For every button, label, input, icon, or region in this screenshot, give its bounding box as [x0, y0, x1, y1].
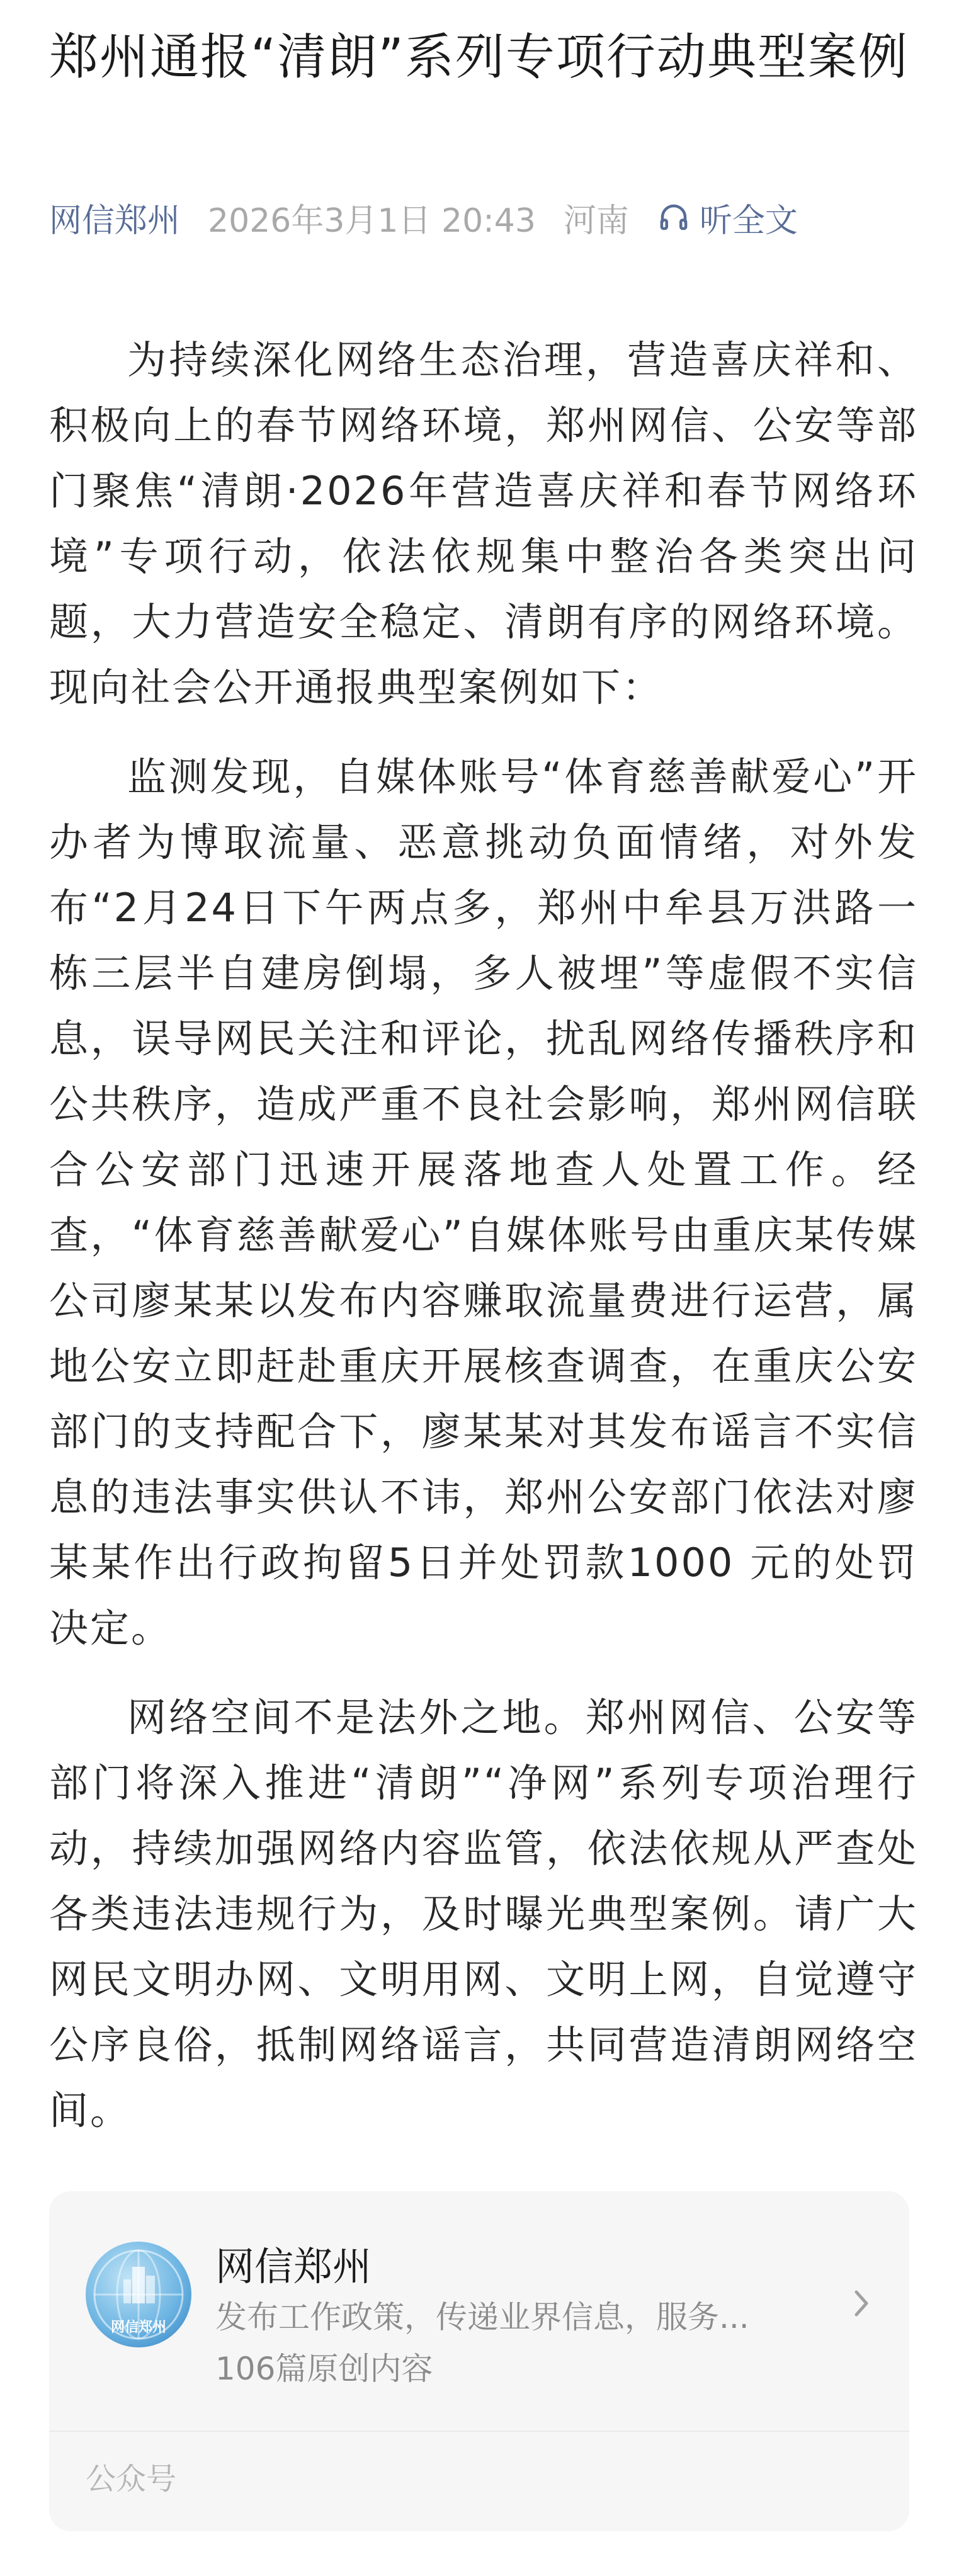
article-body: [49, 327, 918, 2167]
account-description: 发布工作政策，传递业界信息，服务...: [215, 2299, 749, 2335]
account-type-label: 公众号: [86, 2461, 177, 2497]
account-avatar: [86, 2242, 191, 2347]
listen-label: 听全文: [699, 201, 798, 240]
article-paragraph: 网络空间不是法外之地。郑州网信、公安等部门将深入推进“清朗”“净网”系列专项治理行动，持续加强网络内容监管，依法依规从严查处各类违法违规行为，及时曝光典型案例。请广大网民文明办网、文明用网、文明上网，自觉遵守公序良俗，抵制网络谣言，共同营造清朗网络空间。: [49, 1694, 918, 2133]
headphones-icon: [657, 200, 691, 234]
chevron-right-icon[interactable]: [849, 2284, 874, 2322]
article-title: 郑州通报“清朗”系列专项行动典型案例: [49, 29, 909, 86]
article-meta: [49, 189, 798, 246]
meta-account-link[interactable]: 网信郑州: [49, 201, 181, 240]
meta-region: 河南: [563, 201, 629, 240]
article-paragraph: 为持续深化网络生态治理，营造喜庆祥和、积极向上的春节网络环境，郑州网信、公安等部门聚焦“清朗·2026年营造喜庆祥和春节网络环境”专项行动，依法依规集中整治各类突出问题，大力营造安全稳定、清朗有序的网络环境。现向社会公开通报典型案例如下：: [49, 337, 918, 710]
article-paragraph: 监测发现，自媒体账号“体育慈善献爱心”开办者为博取流量、恶意挑动负面情绪，对外发布“2月24日下午两点多，郑州中牟县万洪路一栋三层半自建房倒塌，多人被埋”等虚假不实信息，误导网民关注和评论，扰乱网络传播秩序和公共秩序，造成严重不良社会影响，郑州网信联合公安部门迅速开展落地查人处置工作。经查，“体育慈善献爱心”自媒体账号由重庆某传媒公司廖某某以发布内容赚取流量费进行运营，属地公安立即赶赴重庆开展核查调查，在重庆公安部门的支持配合下，廖某某对其发布谣言不实信息的违法事实供认不讳，郑州公安部门依法对廖某某作出行政拘留5日并处罚款1000 元的处罚决定。: [49, 754, 918, 1651]
original-count: 106篇原创内容: [215, 2351, 433, 2387]
meta-datetime: 2026年3月1日 20:43: [208, 201, 536, 240]
card-divider: [49, 2431, 909, 2432]
avatar-logo-text: 网信郑州: [110, 2319, 166, 2335]
account-name: 网信郑州: [215, 2244, 372, 2289]
account-card[interactable]: [49, 2191, 909, 2531]
listen-button[interactable]: [657, 194, 798, 241]
